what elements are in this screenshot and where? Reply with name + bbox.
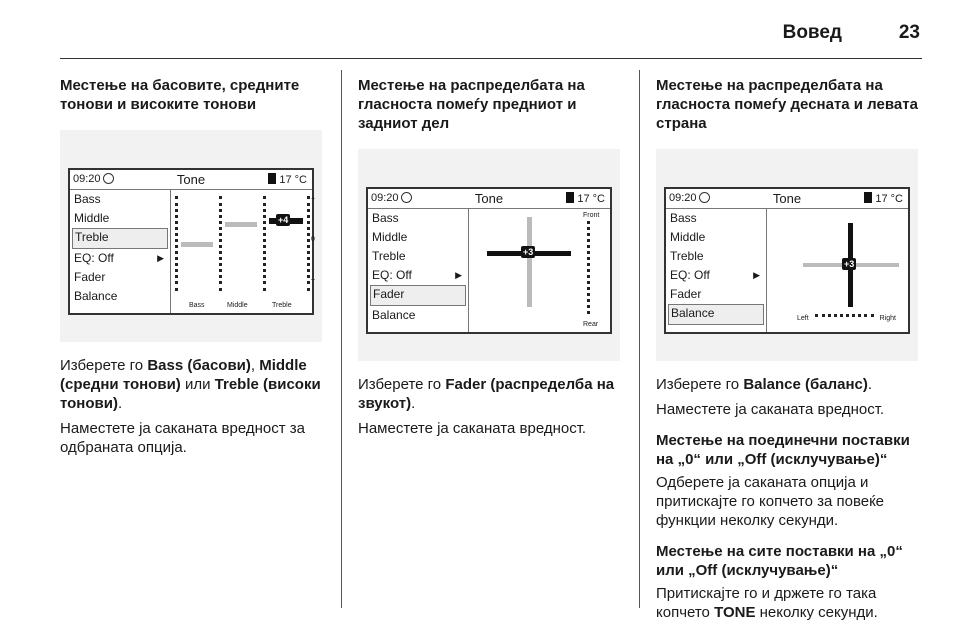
instruction: Притискајте го и држете го така копчето TONE неколку секунди.	[656, 585, 878, 621]
tone-menu	[70, 190, 171, 313]
clock: 09:20	[669, 192, 697, 204]
page-number: 23	[898, 22, 920, 43]
bass-level	[181, 242, 213, 247]
eq-scale	[263, 196, 266, 291]
eq-scale	[175, 196, 178, 291]
arrow-right-icon: ▶	[455, 270, 462, 280]
page-header	[60, 14, 922, 59]
instruction: Наместете ја саканата вредност.	[656, 401, 885, 418]
middle-level	[225, 222, 257, 227]
temperature	[566, 192, 605, 205]
instruction: Одберете ја саканата опција и притискајте го копчето за повеќе функции неколку секунди.	[656, 474, 884, 529]
instruction: Изберете го Balance (баланс).	[656, 376, 873, 393]
menu-item-fader[interactable]: Fader	[670, 287, 702, 301]
arrow-right-icon: ▶	[753, 270, 760, 280]
instruction: Изберете го Fader (распределба на звукот).	[358, 376, 615, 412]
instruction: Изберете го Bass (басови), Middle (средни тонови) или Treble (високи тонови).	[60, 357, 321, 412]
temperature-value: 17 °C	[577, 193, 605, 205]
menu-item-eq-label: EQ: Off	[670, 268, 710, 282]
screen-title: Tone	[176, 172, 206, 187]
fader-area	[469, 209, 610, 332]
menu-item-middle[interactable]: Middle	[74, 211, 110, 225]
instruction: Наместете ја саканата вредност за одбраната опција.	[60, 420, 305, 456]
label-front: Front	[583, 212, 600, 219]
scale-minus: –	[311, 276, 315, 283]
screen-title: Tone	[772, 191, 802, 206]
menu-item-eq[interactable]	[368, 266, 468, 285]
temperature-value: 17 °C	[279, 174, 307, 186]
scale-zero: 0	[311, 236, 315, 243]
label-right: Right	[879, 315, 896, 322]
subheading: Местење на сите поставки на „0“ или „Off (исклучување)“	[656, 543, 903, 579]
menu-item-treble[interactable]: Treble	[670, 249, 704, 263]
menu-item-balance[interactable]: Balance	[668, 304, 764, 325]
menu-item-eq-label: EQ: Off	[372, 268, 412, 282]
menu-item-eq[interactable]	[666, 266, 766, 285]
eq-scale	[219, 196, 222, 291]
arrow-right-icon: ▶	[157, 253, 164, 263]
label-treble: Treble	[272, 302, 292, 309]
column-divider	[639, 70, 640, 608]
temperature-value: 17 °C	[875, 193, 903, 205]
tone-screen-eq	[60, 130, 322, 342]
column-fader	[358, 76, 620, 444]
page-title: Вовед	[782, 22, 842, 43]
menu-item-eq-label: EQ: Off	[74, 251, 114, 265]
thermometer-icon	[566, 192, 574, 203]
balance-scale	[815, 314, 874, 317]
display	[366, 187, 612, 334]
fader-scale	[587, 221, 590, 314]
menu-item-bass[interactable]: Bass	[670, 211, 697, 225]
status-bar	[666, 189, 908, 209]
section-heading: Местење на басовите, средните тонови и високите тонови	[60, 77, 300, 113]
display	[664, 187, 910, 334]
tone-menu	[368, 209, 469, 332]
label-bass: Bass	[189, 302, 205, 309]
tone-menu	[666, 209, 767, 332]
status-bar	[70, 170, 312, 190]
temperature	[864, 192, 903, 205]
thermometer-icon	[268, 173, 276, 184]
menu-item-middle[interactable]: Middle	[372, 230, 408, 244]
screen-title: Tone	[474, 191, 504, 206]
menu-item-treble[interactable]: Treble	[372, 249, 406, 263]
display	[68, 168, 314, 315]
menu-item-treble[interactable]: Treble	[72, 228, 168, 249]
column-balance	[656, 76, 918, 628]
column-eq	[60, 76, 322, 463]
scale-plus: +	[311, 196, 316, 203]
status-bar	[368, 189, 610, 209]
label-left: Left	[797, 315, 809, 322]
menu-item-balance[interactable]: Balance	[74, 289, 118, 303]
tone-screen-balance	[656, 149, 918, 361]
label-rear: Rear	[583, 321, 599, 328]
balance-value: +3	[844, 259, 855, 269]
clock: 09:20	[73, 173, 101, 185]
section-heading: Местење на распределбата на гласноста помеѓу предниот и задниот дел	[358, 77, 585, 132]
treble-value: +4	[278, 215, 289, 225]
eq-area	[171, 190, 316, 313]
menu-item-middle[interactable]: Middle	[670, 230, 706, 244]
temperature	[268, 173, 307, 186]
thermometer-icon	[864, 192, 872, 203]
tone-screen-fader	[358, 149, 620, 361]
menu-item-balance[interactable]: Balance	[372, 308, 416, 322]
label-middle: Middle	[227, 302, 248, 309]
menu-item-eq[interactable]	[70, 249, 170, 268]
fader-vertical-axis	[527, 217, 532, 307]
menu-item-bass[interactable]: Bass	[372, 211, 399, 225]
menu-item-fader[interactable]: Fader	[74, 270, 106, 284]
column-divider	[341, 70, 342, 608]
instruction: Наместете ја саканата вредност.	[358, 420, 587, 437]
eq-scale	[307, 196, 310, 291]
balance-area	[767, 209, 908, 332]
section-heading: Местење на распределбата на гласноста помеѓу десната и левата страна	[656, 77, 918, 132]
subheading: Местење на поединечни поставки на „0“ или „Off (исклучување)“	[656, 432, 910, 468]
menu-item-fader[interactable]: Fader	[370, 285, 466, 306]
menu-item-bass[interactable]: Bass	[74, 192, 101, 206]
fader-value: +3	[523, 247, 534, 257]
clock: 09:20	[371, 192, 399, 204]
